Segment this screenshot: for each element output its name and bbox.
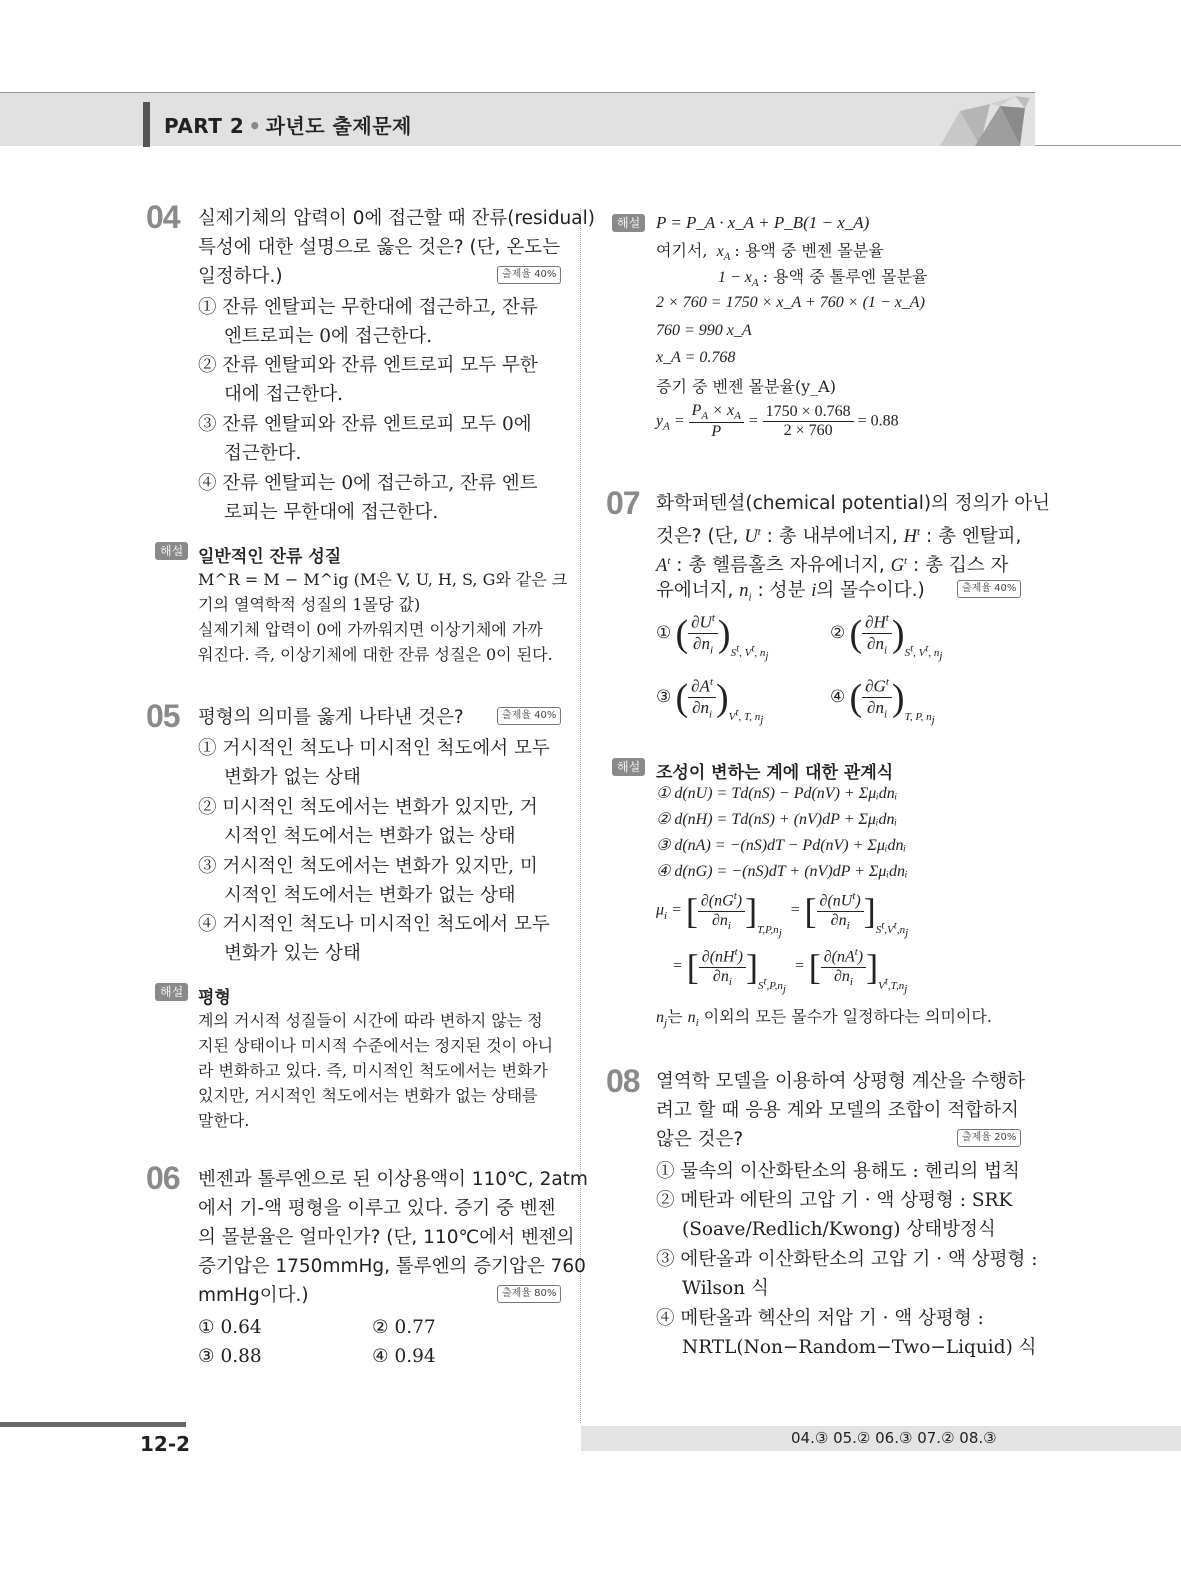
question-text-line: 유에너지, $n_i$ : 성분 i의 몰수이다.)	[656, 580, 925, 604]
answer-option: ④ 메탄올과 헥산의 저압 기 · 액 상평형 :	[656, 1308, 984, 1329]
solution-line: 있지만, 거시적인 척도에서는 변화가 없는 상태를	[198, 1086, 538, 1105]
answer-key: 04.③ 05.② 06.③ 07.② 08.③	[791, 1429, 997, 1447]
answer-option-1: ① ( $\frac{\partial U^t}{\partial n_i}$ )$_{S^t, V^t, n_j}$	[656, 612, 769, 663]
solution-tag: 해설	[155, 542, 188, 560]
answer-option-cont: Wilson 식	[682, 1278, 769, 1299]
answer-option: ④ 잔류 엔탈피는 0에 접근하고, 잔류 엔트	[198, 473, 538, 494]
solution-line: 계의 거시적 성질들이 시간에 따라 변하지 않는 정	[198, 1011, 543, 1030]
answer-option: ① 거시적인 척도나 미시적인 척도에서 모두	[198, 738, 550, 759]
solution-where-line	[718, 264, 927, 296]
solution-equation: 760 = 990 x_A	[656, 322, 752, 339]
answer-option-3: ③ ( $\frac{\partial A^t}{\partial n_i}$ )$_{V^t, T, n_j}$	[656, 676, 764, 727]
mu-definition-line1: $\mu_i$ = [ $\frac{\partial(nG^t)}{\partial n_i}$ ]$_{T,P,n_j}$ = [ $\frac{\partial(nU^t)}{\partial n_i}$ ]$_{S^t,V^t,n_j}$	[656, 890, 909, 940]
solution-line: M^R = M − M^ig (M은 V, U, H, S, G와 같은 크	[198, 570, 568, 589]
page-header-band	[0, 92, 1035, 146]
solution-line: 지된 상태이나 미시적 수준에서는 정지된 것이 아니	[198, 1036, 554, 1055]
page-number: 12-2	[140, 1432, 191, 1456]
where-label: 여기서,	[656, 241, 708, 260]
frequency-badge: 출제율 40%	[497, 266, 561, 284]
where-desc: : 용액 중 벤젠 몰분율	[734, 241, 884, 260]
question-text-line: 에서 기-액 평형을 이루고 있다. 증기 중 벤젠	[198, 1198, 556, 1219]
solution-equation: ① d(nU) = Td(nS) − Pd(nV) + Σμᵢdnᵢ	[656, 785, 898, 802]
answer-option: ② 메탄과 에탄의 고압 기 · 액 상평형 : SRK	[656, 1190, 1013, 1211]
answer-option-cont: 변화가 있는 상태	[224, 943, 361, 964]
question-number: 06	[146, 1160, 180, 1196]
answer-option: ① 잔류 엔탈피는 무한대에 접근하고, 잔류	[198, 297, 538, 318]
answer-option-cont: 변화가 없는 상태	[224, 767, 361, 788]
frequency-badge: 출제율 40%	[497, 707, 561, 725]
question-number: 08	[606, 1063, 640, 1099]
answer-option-cont: NRTL(Non−Random−Two−Liquid) 식	[682, 1337, 1037, 1358]
solution-title: 일반적인 잔류 성질	[198, 547, 342, 567]
solution-line: 실제기체 압력이 0에 가까워지면 이상기체에 가까	[198, 620, 543, 639]
question-number: 07	[606, 485, 640, 521]
solution-title: 조성이 변하는 계에 대한 관계식	[656, 763, 894, 783]
solution-equation: P = P_A · x_A + P_B(1 − x_A)	[656, 213, 870, 232]
solution-line: 말한다.	[198, 1111, 250, 1130]
solution-title: 평형	[198, 988, 231, 1008]
question-text-line: 않은 것은?	[656, 1129, 744, 1150]
question-text-line: 려고 할 때 응용 계와 모델의 조합이 적합하지	[656, 1100, 1019, 1121]
answer-option-cont: 로피는 무한대에 접근한다.	[224, 502, 439, 523]
answer-option: ③ 0.88	[198, 1346, 262, 1367]
question-text-line: 것은? (단, $U^t$ : 총 내부에너지, $H^t$ : 총 엔탈피,	[656, 526, 1022, 548]
question-text-line: $A^t$ : 총 헬름홀츠 자유에너지, $G^t$ : 총 깁스 자	[656, 555, 1009, 577]
fraction: $\frac{P_A \times x_A}{P}$	[689, 402, 744, 441]
question-text-line: 증기압은 1750mmHg, 톨루엔의 증기압은 760	[198, 1256, 586, 1277]
solution-equation: 2 × 760 = 1750 × x_A + 760 × (1 − x_A)	[656, 294, 925, 311]
solution-equation: ④ d(nG) = −(nS)dT + (nV)dP + Σμᵢdnᵢ	[656, 863, 908, 880]
header-part: PART 2	[164, 114, 245, 138]
mu-definition-line2: = [ $\frac{\partial(nH^t)}{\partial n_i}$ ]$_{S^t,P,n_j}$ = [ $\frac{\partial(nA^t)}{\partial n_i}$ ]$_{V^t,T,n_j}$	[672, 946, 908, 996]
answer-option-4: ④ ( $\frac{\partial G^t}{\partial n_i}$ )$_{T, P, n_j}$	[830, 676, 935, 727]
answer-option-cont: 접근한다.	[224, 443, 302, 464]
answer-option: ③ 에탄올과 이산화탄소의 고압 기 · 액 상평형 :	[656, 1249, 1038, 1270]
solution-equation: ③ d(nA) = −(nS)dT − Pd(nV) + Σμᵢdnᵢ	[656, 837, 907, 854]
question-text-line: 실제기체의 압력이 0에 접근할 때 잔류(residual)	[198, 208, 595, 229]
header-triangle-decoration	[930, 96, 1030, 146]
answer-option: ④ 0.94	[372, 1346, 436, 1367]
header-rule	[1035, 145, 1181, 146]
var-xa: $x_A$	[712, 243, 731, 264]
answer-option: ③ 거시적인 척도에서는 변화가 있지만, 미	[198, 856, 538, 877]
solution-tag: 해설	[155, 983, 188, 1001]
answer-option: ④ 거시적인 척도나 미시적인 척도에서 모두	[198, 914, 550, 935]
answer-option: ② 잔류 엔탈피와 잔류 엔트로피 모두 무한	[198, 355, 538, 376]
footer-accent-bar	[0, 1422, 186, 1427]
header-accent-bar	[143, 102, 150, 147]
answer-option-cont: 시적인 척도에서는 변화가 없는 상태	[224, 826, 516, 847]
where-desc: : 용액 중 톨루엔 몰분율	[762, 267, 928, 286]
answer-key-band	[581, 1426, 1181, 1451]
question-text-line: 평형의 의미를 옳게 나타낸 것은?	[198, 707, 464, 728]
solution-equation: x_A = 0.768	[656, 349, 736, 366]
answer-option: ① 물속의 이산화탄소의 용해도 : 헨리의 법칙	[656, 1161, 1020, 1182]
answer-option-cont: (Soave/Redlich/Kwong) 상태방정식	[682, 1219, 996, 1240]
frequency-badge: 출제율 20%	[957, 1129, 1021, 1147]
question-text-line: 벤젠과 톨루엔으로 된 이상용액이 110℃, 2atm	[198, 1169, 588, 1190]
answer-option: ② 미시적인 척도에서는 변화가 있지만, 거	[198, 797, 538, 818]
question-text-line: 의 몰분율은 얼마인가? (단, 110℃에서 벤젠의	[198, 1227, 575, 1248]
question-text-line: 특성에 대한 설명으로 옳은 것은? (단, 온도는	[198, 237, 561, 258]
page-header-title: PART 2 • 과년도 출제문제	[164, 114, 412, 138]
solution-line: 워진다. 즉, 이상기체에 대한 잔류 성질은 0이 된다.	[198, 645, 553, 664]
solution-line: 기의 열역학적 성질의 1몰당 값)	[198, 595, 421, 614]
solution-tag: 해설	[612, 758, 645, 776]
var-one-minus-xa: $1 - x_A$	[718, 269, 759, 290]
solution-tag: 해설	[612, 214, 645, 232]
question-text-line: 일정하다.)	[198, 266, 283, 287]
vapor-fraction-equation: $y_A$ = $\frac{P_A \times x_A}{P}$ = $\frac{1750 \times 0.768}{2 \times 760}$ = 0.88	[656, 402, 899, 441]
answer-option-cont: 엔트로피는 0에 접근한다.	[224, 326, 433, 347]
solution-line: 라 변화하고 있다. 즉, 미시적인 척도에서는 변화가	[198, 1061, 548, 1080]
frequency-badge: 출제율 80%	[497, 1285, 561, 1303]
solution-equation: ② d(nH) = Td(nS) + (nV)dP + Σμᵢdnᵢ	[656, 811, 898, 828]
answer-option-2: ② ( $\frac{\partial H^t}{\partial n_i}$ )$_{S^t, V^t, n_j}$	[830, 612, 943, 663]
solution-line: 증기 중 벤젠 몰분율(y_A)	[656, 377, 836, 396]
question-text-line: 열역학 모델을 이용하여 상평형 계산을 수행하	[656, 1071, 1025, 1092]
question-text-line: 화학퍼텐셜(chemical potential)의 정의가 아닌	[656, 493, 1051, 514]
fraction: $\frac{1750 \times 0.768}{2 \times 760}$	[763, 403, 854, 440]
question-text-line: mmHg이다.)	[198, 1285, 309, 1306]
answer-option: ① 0.64	[198, 1317, 262, 1338]
column-divider	[580, 208, 581, 1423]
question-number: 05	[146, 698, 180, 734]
answer-option-cont: 시적인 척도에서는 변화가 없는 상태	[224, 885, 516, 906]
header-section: 과년도 출제문제	[265, 114, 412, 138]
question-number: 04	[146, 199, 180, 235]
answer-option: ③ 잔류 엔탈피와 잔류 엔트로피 모두 0에	[198, 414, 532, 435]
answer-option: ② 0.77	[372, 1317, 436, 1338]
solution-note: $n_j$는 $n_i$ 이외의 모든 몰수가 일정하다는 의미이다.	[656, 1007, 992, 1030]
frequency-badge: 출제율 40%	[957, 580, 1021, 598]
answer-option-cont: 대에 접근한다.	[224, 384, 343, 405]
